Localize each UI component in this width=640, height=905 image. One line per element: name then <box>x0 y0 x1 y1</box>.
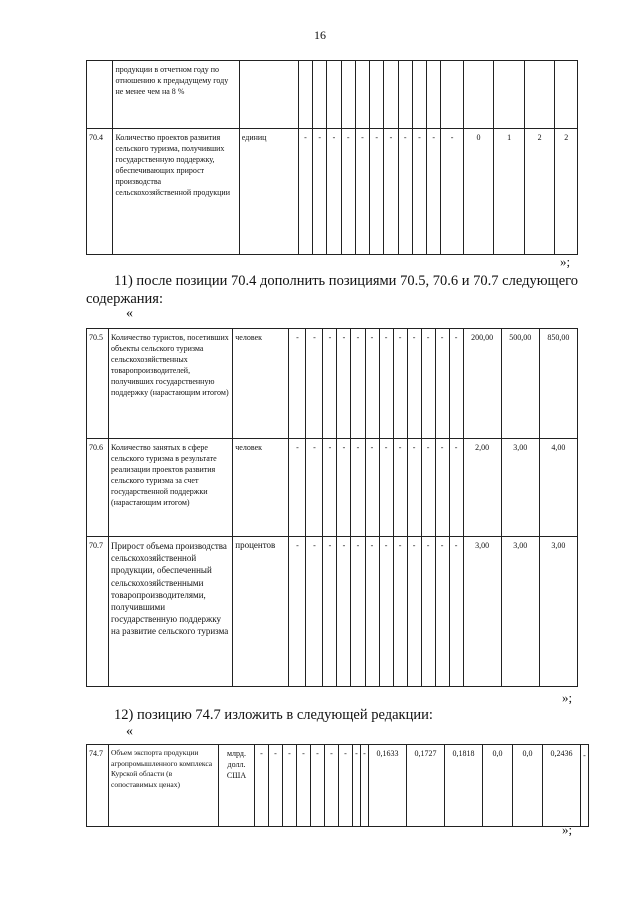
table-cell: 3,00 <box>501 537 539 687</box>
table-cell: 2 <box>524 129 555 255</box>
table-cell: - <box>323 439 337 537</box>
table-cell: - <box>435 537 449 687</box>
table-cell: - <box>435 329 449 439</box>
row-number: 70.5 <box>87 329 109 439</box>
table-cell: - <box>361 745 369 827</box>
row-description: Количество проектов развития сельского туризма, получивших государственную поддержку, обеспечивающих прирост производства сельскохозяйственной продукции <box>113 129 239 255</box>
table-cell: - <box>398 129 412 255</box>
row-description: продукции в отчетном году по отношению к предыдущему году не менее чем на 8 % <box>113 61 239 129</box>
table-cell: - <box>289 537 306 687</box>
table-cell: - <box>421 537 435 687</box>
table-cell: 3,00 <box>501 439 539 537</box>
table-cell: - <box>435 439 449 537</box>
opening-quote: « <box>126 724 133 739</box>
table-cell: - <box>341 129 355 255</box>
table-row <box>87 61 578 129</box>
row-number: 70.6 <box>87 439 109 537</box>
table-row <box>87 129 578 255</box>
closing-quote: »; <box>562 822 573 837</box>
table-cell: - <box>313 129 327 255</box>
paragraph-11: 11) после позиции 70.4 дополнить позициями 70.5, 70.6 и 70.7 следующего содержания: <box>86 273 578 307</box>
table-cell: - <box>327 129 341 255</box>
table-cell: - <box>421 439 435 537</box>
table-cell: 0,1818 <box>445 745 483 827</box>
table-cell: - <box>379 537 393 687</box>
table-cell: - <box>351 439 365 537</box>
table-cell: - <box>339 745 353 827</box>
table-cell: - <box>323 537 337 687</box>
table-cell: - <box>323 329 337 439</box>
table-cell: - <box>407 329 421 439</box>
table-cell: - <box>289 329 306 439</box>
table-row <box>87 745 589 827</box>
table-cell: 3,00 <box>539 537 577 687</box>
table-position-74-7 <box>86 744 589 827</box>
table-cell: - <box>311 745 325 827</box>
table-cell: - <box>365 439 379 537</box>
row-unit: человек <box>233 329 289 439</box>
table-cell: - <box>325 745 339 827</box>
table-cell: - <box>365 329 379 439</box>
row-number: 70.4 <box>87 129 113 255</box>
table-row <box>87 329 578 439</box>
table-cell: - <box>581 745 589 827</box>
table-cell: - <box>441 129 463 255</box>
table-cell: 500,00 <box>501 329 539 439</box>
row-number: 74.7 <box>87 745 109 827</box>
table-cell: - <box>355 129 369 255</box>
table-cell: 2 <box>555 129 578 255</box>
table-cell: 0,1727 <box>407 745 445 827</box>
table-cell: - <box>337 329 351 439</box>
row-unit: человек <box>233 439 289 537</box>
table-cell: - <box>337 439 351 537</box>
table-cell: - <box>365 537 379 687</box>
row-unit: единиц <box>239 129 298 255</box>
table-cell: - <box>412 129 426 255</box>
table-cell: - <box>393 439 407 537</box>
table-cell: - <box>393 537 407 687</box>
page-number: 16 <box>314 28 326 42</box>
table-cell: - <box>255 745 269 827</box>
table-cell: - <box>283 745 297 827</box>
row-unit: процентов <box>233 537 289 687</box>
table-cell: - <box>370 129 384 255</box>
table-cell: 0,1633 <box>369 745 407 827</box>
opening-quote: « <box>126 306 133 321</box>
table-cell: - <box>298 129 312 255</box>
table-cell: 1 <box>494 129 525 255</box>
table-cell: 0,0 <box>513 745 543 827</box>
table-row <box>87 439 578 537</box>
table-cell: 0,0 <box>483 745 513 827</box>
table-cell: - <box>297 745 311 827</box>
row-unit: млрд. долл. США <box>219 745 255 827</box>
table-cell: 2,00 <box>463 439 501 537</box>
table-cell: - <box>379 329 393 439</box>
table-cell: - <box>306 329 323 439</box>
closing-quote: »; <box>560 254 571 269</box>
table-cell: - <box>427 129 441 255</box>
row-description: Количество занятых в сфере сельского туризма в результате реализации проектов развития сельского туризма за счет государственной поддержки (нарастающим итогом) <box>109 439 233 537</box>
table-cell: - <box>337 537 351 687</box>
table-cell: 850,00 <box>539 329 577 439</box>
paragraph-12: 12) позицию 74.7 изложить в следующей редакции: <box>114 707 433 723</box>
table-cell: 3,00 <box>463 537 501 687</box>
closing-quote: »; <box>562 690 573 705</box>
table-cell: - <box>449 537 463 687</box>
table-cell: - <box>379 439 393 537</box>
table-cell: - <box>351 329 365 439</box>
row-description: Прирост объема производства сельскохозяйственной продукции, обеспеченный сельскохозяйственными товаропроизводителями, получившими государственную поддержку на развитие сельского туризма <box>109 537 233 687</box>
table-cell: - <box>421 329 435 439</box>
table-cell: 0,2436 <box>543 745 581 827</box>
table-cell: - <box>407 537 421 687</box>
table-cell: - <box>306 537 323 687</box>
table-cell: 200,00 <box>463 329 501 439</box>
row-description: Количество туристов, посетивших объекты сельского туризма сельскохозяйственных товаропроизводителей, получивших государственную поддержку (нарастающим итогом) <box>109 329 233 439</box>
table-cell: - <box>353 745 361 827</box>
table-cell: 4,00 <box>539 439 577 537</box>
row-description: Объем экспорта продукции агропромышленного комплекса Курской области (в сопоставимых ценах) <box>109 745 219 827</box>
table-cell: 0 <box>463 129 494 255</box>
row-number <box>87 61 113 129</box>
table-cell: - <box>407 439 421 537</box>
table-cell: - <box>449 439 463 537</box>
table-cell: - <box>351 537 365 687</box>
table-cell: - <box>269 745 283 827</box>
table-row <box>87 537 578 687</box>
table-cell: - <box>289 439 306 537</box>
table-cell: - <box>384 129 398 255</box>
table-new-positions <box>86 328 578 687</box>
table-continuation <box>86 60 578 255</box>
table-cell: - <box>306 439 323 537</box>
table-cell: - <box>449 329 463 439</box>
table-cell: - <box>393 329 407 439</box>
row-number: 70.7 <box>87 537 109 687</box>
